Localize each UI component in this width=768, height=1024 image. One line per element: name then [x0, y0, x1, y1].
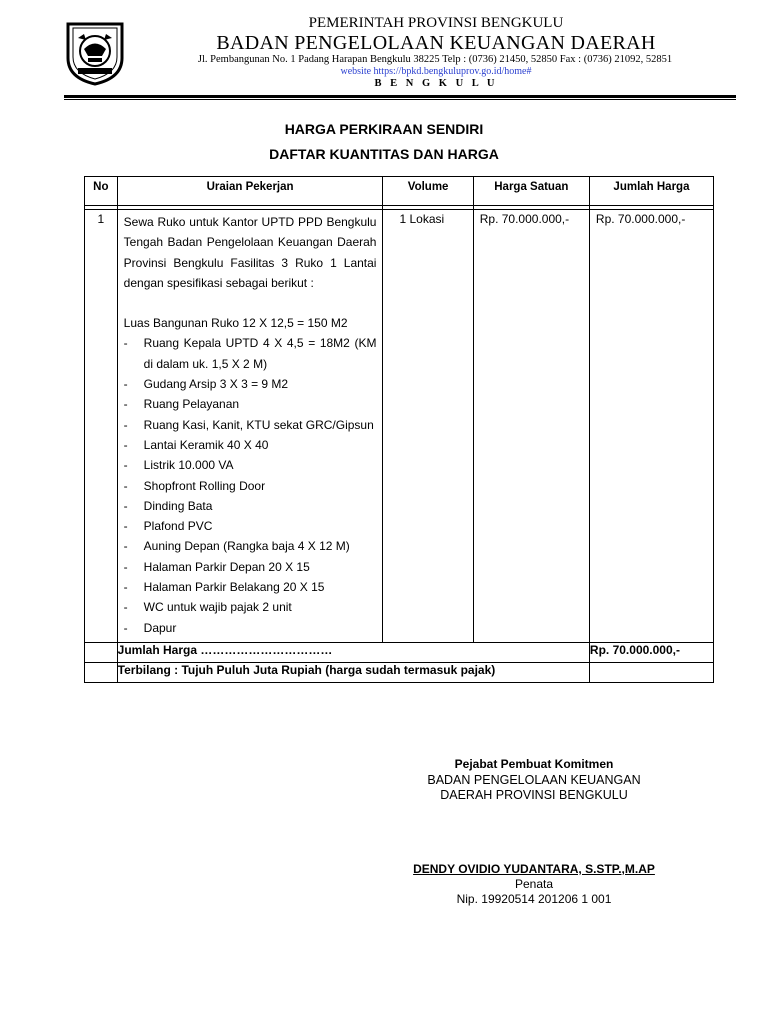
header-rule-thin: [64, 99, 736, 100]
list-item: - Ruang Pelayanan: [123, 397, 240, 412]
signatory-name: DENDY OVIDIO YUDANTARA, S.STP.,M.AP: [413, 862, 655, 876]
header-rule-thick: [64, 95, 736, 98]
header-city: B E N G K U L U: [374, 78, 498, 89]
list-item: - Ruang Kepala UPTD 4 X 4,5 = 18M2 (KM di dalam uk. 1,5 X 2 M): [123, 336, 377, 371]
total-row: [85, 642, 714, 662]
document-title: HARGA PERKIRAAN SENDIRI: [284, 121, 484, 137]
row-volume: 1 Lokasi: [383, 210, 473, 643]
list-item: - Halaman Parkir Belakang 20 X 15: [123, 580, 325, 595]
header-agency-name: BADAN PENGELOLAAN KEUANGAN DAERAH: [216, 32, 656, 54]
total-label: Jumlah Harga ……………………………: [117, 642, 589, 662]
row-description: [117, 210, 383, 643]
signatory-role: Pejabat Pembuat Komitmen: [454, 757, 614, 771]
list-item: - Shopfront Rolling Door: [123, 478, 266, 493]
total-value: Rp. 70.000.000,-: [589, 642, 713, 662]
header-government-line: PEMERINTAH PROVINSI BENGKULU: [308, 15, 564, 31]
signatory-rank: Penata: [514, 877, 554, 891]
list-item: - Dinding Bata: [123, 498, 213, 513]
document-subtitle: DAFTAR KUANTITAS DAN HARGA: [269, 146, 499, 162]
table-row: [85, 210, 714, 643]
header-address: Jl. Pembangunan No. 1 Padang Harapan Bengkulu 38225 Telp : (0736) 21450, 52850 Fax : (0736) 21092, 52851: [197, 54, 673, 65]
signatory-org-line2: DAERAH PROVINSI BENGKULU: [440, 788, 628, 802]
column-header-no: No: [85, 177, 118, 206]
amount-in-words: Terbilang : Tujuh Puluh Juta Rupiah (harga sudah termasuk pajak): [117, 662, 589, 682]
list-item: - Listrik 10.000 VA: [123, 458, 234, 473]
list-item: - Auning Depan (Rangka baja 4 X 12 M): [123, 539, 350, 554]
specification-list: [124, 333, 377, 637]
row-total-price: Rp. 70.000.000,-: [589, 210, 713, 643]
list-item: - Lantai Keramik 40 X 40: [123, 437, 269, 452]
column-header-description: Uraian Pekerjan: [117, 177, 383, 206]
list-item: - Ruang Kasi, Kanit, KTU sekat GRC/Gipsun: [123, 417, 374, 432]
signatory-nip: Nip. 19920514 201206 1 001: [456, 892, 612, 906]
quantity-price-table: [84, 176, 714, 683]
list-item: - Gudang Arsip 3 X 3 = 9 M2: [123, 377, 289, 392]
amount-in-words-row: [85, 662, 714, 682]
description-area: Luas Bangunan Ruko 12 X 12,5 = 150 M2: [123, 316, 348, 331]
list-item: - Dapur: [123, 620, 177, 635]
row-unit-price: Rp. 70.000.000,-: [473, 210, 589, 643]
column-header-unit-price: Harga Satuan: [473, 177, 589, 206]
header-website-link[interactable]: website https://bpkd.bengkuluprov.go.id/home#: [340, 66, 532, 77]
signatory-org-line1: BADAN PENGELOLAAN KEUANGAN: [427, 773, 641, 787]
row-number: 1: [85, 210, 118, 643]
column-header-volume: Volume: [383, 177, 473, 206]
table-header-row: [85, 177, 714, 206]
list-item: - WC untuk wajib pajak 2 unit: [123, 600, 292, 615]
provincial-emblem-logo: [64, 18, 126, 86]
list-item: - Plafond PVC: [123, 519, 213, 534]
list-item: - Halaman Parkir Depan 20 X 15: [123, 559, 310, 574]
description-intro: Sewa Ruko untuk Kantor UPTD PPD Bengkulu Tengah Badan Pengelolaan Keuangan Daerah Provinsi Bengkulu Fasilitas 3 Ruko 1 Lantai dengan spesifikasi sebagai berikut :: [123, 215, 377, 290]
column-header-total-price: Jumlah Harga: [589, 177, 713, 206]
